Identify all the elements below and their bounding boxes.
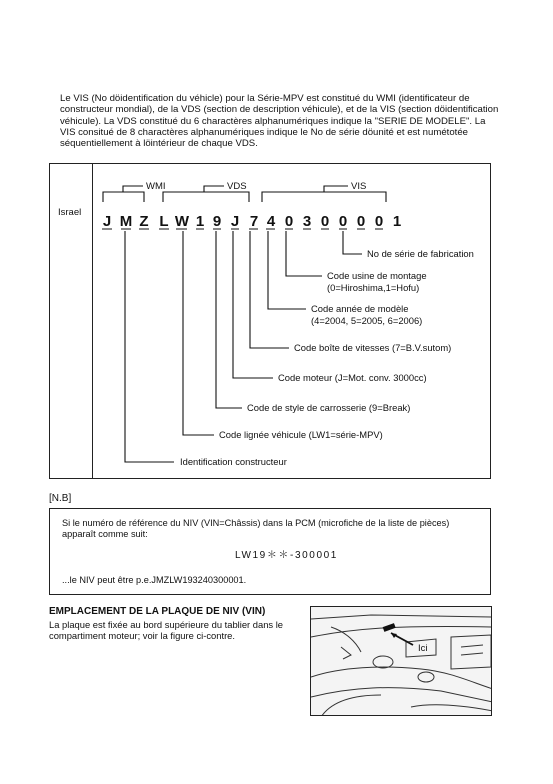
vin-char: L xyxy=(159,213,169,230)
wmi-label: WMI xyxy=(146,181,166,192)
vis-label: VIS xyxy=(351,181,367,192)
vehicle-line-label: Code lignée véhicule (LW1=série-MPV) xyxy=(219,429,383,440)
vin-char: 7 xyxy=(249,213,259,230)
plate-location-text: La plaque est fixée au bord supérieure du tablier dans le compartiment moteur; voir la figure ci-contre. xyxy=(49,619,284,641)
vin-char: 0 xyxy=(374,213,384,230)
engine-bay-drawing xyxy=(311,607,492,716)
body-style-label: Code de style de carrosserie (9=Break) xyxy=(247,402,411,413)
gearbox-label: Code boîte de vitesses (7=B.V.sutom) xyxy=(294,342,452,353)
nb-intro-text: Si le numéro de référence du NIV (VIN=Châssis) dans la PCM (microfiche de la liste de pièces) apparaît comme suit: xyxy=(62,518,450,539)
nb-label: [N.B] xyxy=(49,493,72,504)
assembly-plant-label: Code usine de montage xyxy=(327,270,427,281)
vin-char: 0 xyxy=(284,213,294,230)
manufacturer-label: Identification constructeur xyxy=(180,456,287,467)
engine-label: Code moteur (J=Mot. conv. 3000cc) xyxy=(278,372,427,383)
vin-char: 0 xyxy=(356,213,366,230)
assembly-plant-detail: (0=Hiroshima,1=Hofu) xyxy=(327,282,420,293)
vin-char: Z xyxy=(139,213,149,230)
nb-result-text: ...le NIV peut être p.e.JMZLW193240300001. xyxy=(62,575,247,585)
vin-char: 1 xyxy=(392,213,402,230)
engine-bay-illustration xyxy=(310,606,492,716)
vin-char: W xyxy=(174,213,190,230)
nb-example-code: LW19＊＊-300001 xyxy=(235,550,338,561)
here-callout: Ici xyxy=(418,643,428,654)
vin-char: J xyxy=(102,213,112,230)
plate-location-title: EMPLACEMENT DE LA PLAQUE DE NIV (VIN) xyxy=(49,606,266,617)
country-label: Israel xyxy=(58,207,82,218)
vin-char: 9 xyxy=(212,213,222,230)
vin-char: 0 xyxy=(338,213,348,230)
model-year-label: Code année de modèle xyxy=(311,303,409,314)
intro-paragraph: Le VIS (No döidentification du véhicle) pour la Série-MPV est constitué du WMI (identificateur de constructeur mondial), de la VDS (section de description véhicule), et de la VIS (section döidentification véhicule). La VDS constitué du 6 charactères alphanumériques indique la "SERIE DE MODELE". La VIS consitué de 8 charactères alphanumériques indique le No de série döunité et est numétotée séquentiellement à löintérieur de chaque VDS. xyxy=(60,93,499,150)
vin-char: 4 xyxy=(266,213,276,230)
vin-char: M xyxy=(119,213,133,230)
vds-label: VDS xyxy=(227,181,247,192)
vin-char: 0 xyxy=(320,213,330,230)
vin-char: J xyxy=(230,213,240,230)
vin-char: 1 xyxy=(195,213,205,230)
vin-char: 3 xyxy=(302,213,312,230)
model-year-detail: (4=2004, 5=2005, 6=2006) xyxy=(311,315,423,326)
serial-number-label: No de série de fabrication xyxy=(367,248,474,259)
